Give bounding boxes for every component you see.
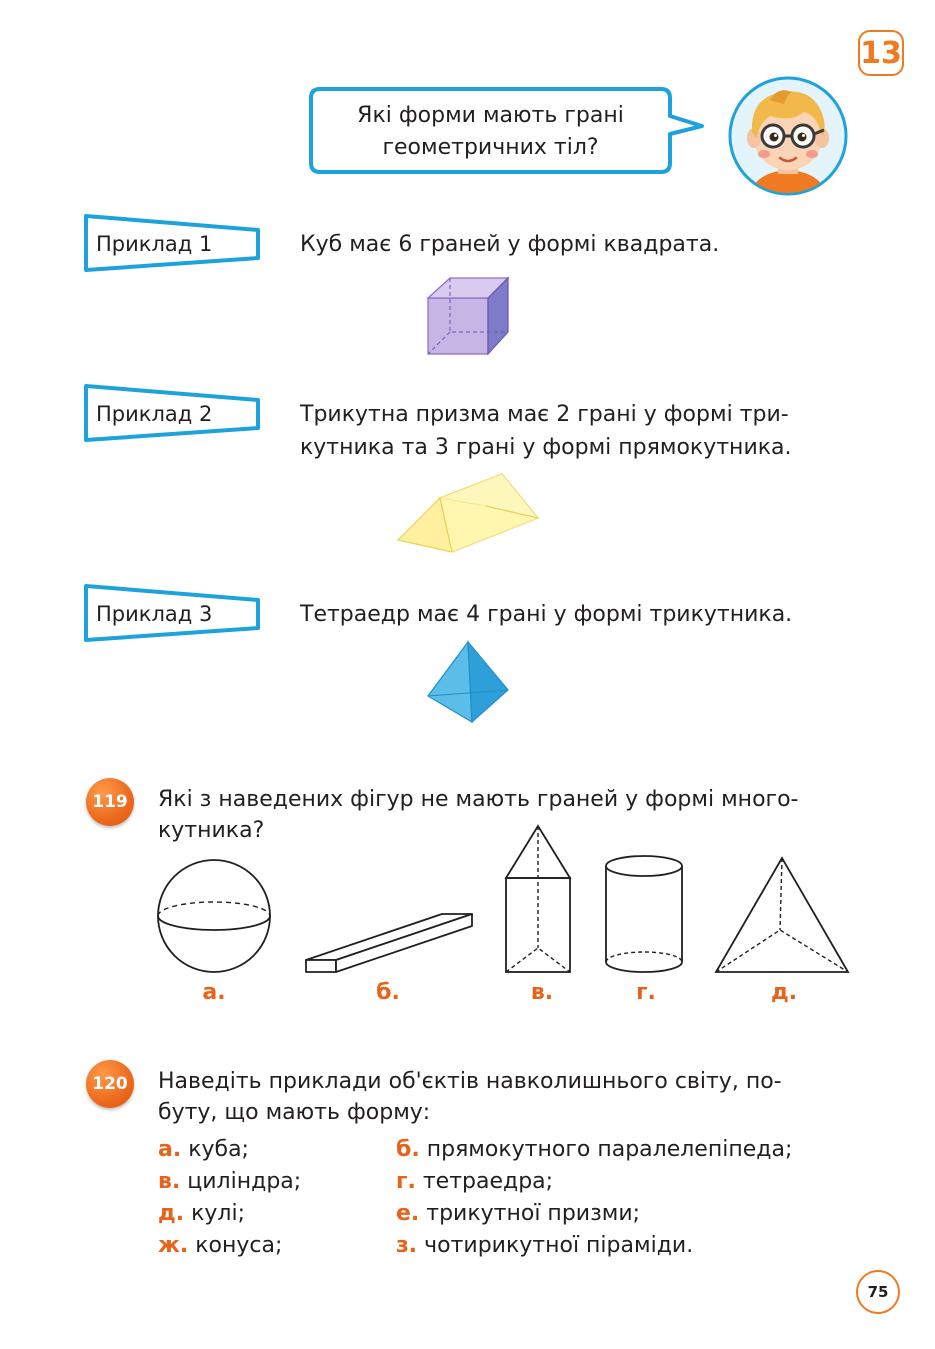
example-2-label: Приклад 2 (96, 402, 213, 426)
task-120-text (158, 1066, 858, 1128)
list-item: б. прямокутного паралелепіпеда; (396, 1137, 793, 1162)
task-120-line-2: буту, що мають форму: (158, 1100, 431, 1125)
list-item: з. чотирикутної піраміди. (396, 1233, 694, 1258)
task-119-line-2: кутника? (158, 818, 265, 843)
task-120-line-1: Наведіть приклади об'єктів навколишнього світу, по- (158, 1069, 782, 1094)
example-2-text (300, 398, 852, 464)
question-bubble-text (318, 100, 663, 164)
triangular-prism-figure (394, 468, 544, 556)
sphere-figure (158, 860, 270, 972)
example-3-text: Тетраедр має 4 грані у формі трикутника. (300, 602, 793, 627)
task-119-figures (150, 820, 860, 980)
lesson-number-badge: 13 (858, 30, 904, 76)
task-119-badge: 119 (86, 778, 134, 826)
example-1-text: Куб має 6 граней у формі квадрата. (300, 232, 720, 257)
figure-label-g: г. (636, 980, 656, 1005)
list-item: а. куба; (158, 1137, 249, 1162)
boy-avatar (726, 76, 850, 198)
example-2-line-1: Трикутна призма має 2 грані у формі три- (300, 402, 789, 427)
page-number: 75 (856, 1270, 900, 1314)
cube-figure (424, 274, 512, 358)
figure-label-d: д. (770, 980, 798, 1005)
figure-label-v: в. (530, 980, 554, 1005)
task-119-line-1: Які з наведених фігур не мають граней у формі много- (158, 787, 799, 812)
rectangular-bar-figure (306, 914, 472, 972)
question-line-1: Які форми мають грані (357, 103, 624, 128)
tetrahedron-figure-outline (716, 858, 848, 972)
list-item: е. трикутної призми; (396, 1201, 641, 1226)
cylinder-figure (606, 856, 682, 972)
list-item: д. кулі; (158, 1201, 246, 1226)
tetrahedron-figure-blue (424, 638, 512, 726)
example-2-line-2: кутника та 3 грані у формі прямокутника. (300, 435, 792, 460)
example-3-label: Приклад 3 (96, 602, 213, 626)
prism-with-pyramid-figure (506, 826, 570, 972)
list-item: ж. конуса; (158, 1233, 283, 1258)
list-item: в. циліндра; (158, 1169, 302, 1194)
list-item: г. тетраедра; (396, 1169, 554, 1194)
example-1-label: Приклад 1 (96, 232, 213, 256)
figure-label-b: б. (376, 980, 400, 1005)
question-line-2: геометричних тіл? (382, 135, 599, 160)
figure-label-a: а. (202, 980, 226, 1005)
task-120-badge: 120 (86, 1060, 134, 1108)
